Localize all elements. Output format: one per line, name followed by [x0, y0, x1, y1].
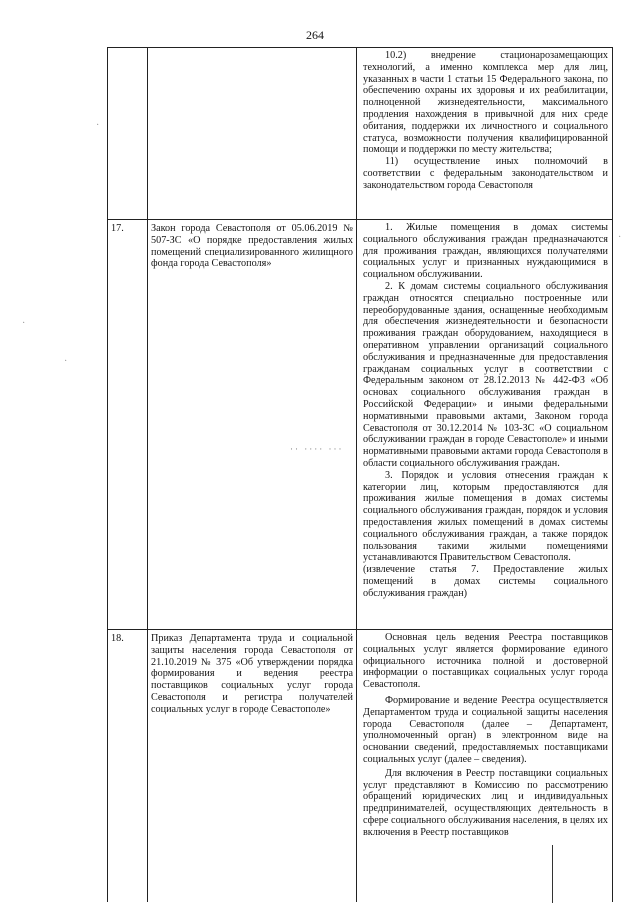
content-paragraph: Основная цель ведения Реестра поставщиков социальных услуг является формирование единого официального источника полной и достоверной информации о поставщиках социальных услуг города Севастополя.	[363, 632, 608, 691]
content-paragraph: (извлечение статья 7. Предоставление жилых помещений в домах системы социального обслуживания граждан)	[363, 564, 608, 599]
scan-speck: ·	[64, 356, 68, 367]
legal-act-title: Закон города Севастополя от 05.06.2019 № 507-ЗС «О порядке предоставления жилых помещений специализированного жилищного фонда города Севастополя»	[148, 220, 357, 629]
legal-act-title: Приказ Департамента труда и социальной защиты населения города Севастополя от 21.10.2019 № 375 «Об утверждении порядка формирования и ведения реестра поставщиков социальных услуг города Севастополя и регистра получателей социальных услуг в городе Севастополе»	[148, 630, 357, 902]
content-paragraph: 1. Жилые помещения в домах системы социального обслуживания граждан предназначаются для проживания граждан, являющихся получателями социальных услуг и признанных нуждающимися в социальном обслуживании.	[363, 222, 608, 281]
table-row	[107, 48, 613, 220]
content-paragraph: 11) осуществление иных полномочий в соответствии с федеральным законодательством и законодательством города Севастополя	[363, 156, 608, 191]
content-paragraph: 10.2) внедрение стационарозамещающих технологий, а именно комплекса мер для лиц, указанных в части 1 статьи 15 Федерального закона, по обеспечению охраны их здоровья и их реабилитации, полноценной жизнедеятельности, максимального продления нахождения в привычной для них среде обитания, поддержки их личностного и социального статуса, возможности получения квалифицированной помощи и поддержки по месту жительства;	[363, 50, 608, 156]
table-row	[107, 630, 613, 902]
content-paragraph: 2. К домам системы социального обслуживания граждан относятся специально построенные или переоборудованные здания, оснащенные необходимым для обеспечения жизнедеятельности и безопасности проживания граждан оборудованием, находящиеся в оперативном управлении организаций социального обслуживания и предназначенные для предоставления гражданам социальных услуг в соответствии с Федеральным законом от 28.12.2013 № 442-ФЗ «Об основах социального обслуживания граждан в Российской Федерации» и иными федеральными нормативными правовыми актами, Законом города Севастополя от 30.12.2014 № 103-ЗС «О социальном обслуживании граждан в городе Севастополе» и иными нормативными правовыми актами города Севастополя в области социального обслуживания граждан.	[363, 280, 608, 469]
content-paragraph: Формирование и ведение Реестра осуществляется Департаментом труда и социальной защиты населения города Севастополя (далее – Департамент, уполномоченный орган) в электронном виде на основании сведений, предоставляемых поставщиками социальных услуг (далее – сведения).	[363, 694, 608, 765]
legal-act-title	[148, 48, 357, 219]
content-paragraph: Для включения в Реестр поставщики социальных услуг представляют в Комиссию по рассмотрению обращений юридических лиц и индивидуальных предпринимателей, осуществляющих деятельность в сфере социального обслуживания населения, в целях их включения в Реестр поставщиков	[363, 767, 608, 838]
row-number	[108, 48, 148, 219]
scan-speck: ·	[22, 318, 26, 329]
scan-artifact-dots: ·· ···· ···	[290, 444, 344, 454]
scan-speck: ·	[96, 120, 100, 131]
act-content	[357, 48, 612, 219]
page-number: 264	[306, 28, 324, 42]
row-number: 17.	[108, 220, 148, 629]
legal-acts-table	[107, 47, 613, 902]
scan-edge-line	[552, 845, 553, 903]
act-content	[357, 630, 612, 902]
act-content	[357, 220, 612, 629]
scan-speck: ·	[618, 232, 622, 243]
table-row	[107, 220, 613, 630]
content-paragraph: 3. Порядок и условия отнесения граждан к категории лиц, которым предоставляются для проживания жилые помещения в домах системы социального обслуживания граждан, порядок и условия предоставления жилых помещений в домах системы социального обслуживания граждан, а также порядок пользования такими жилыми помещениями устанавливаются Правительством Севастополя.	[363, 469, 608, 564]
row-number: 18.	[108, 630, 148, 902]
